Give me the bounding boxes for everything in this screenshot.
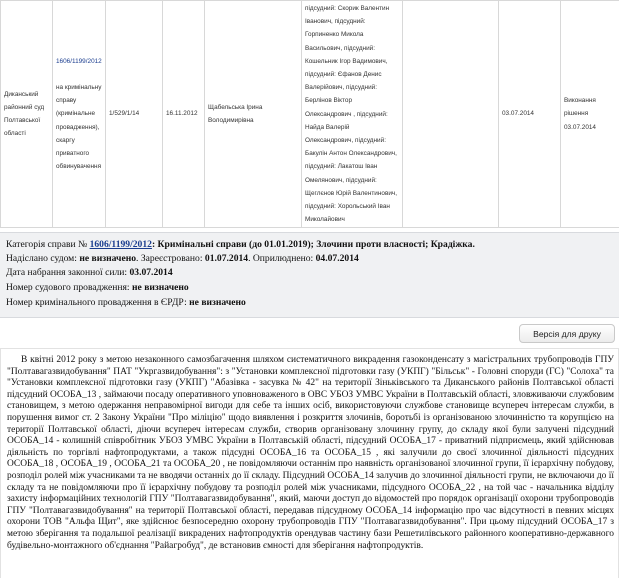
proceeding-type: на кримінальну справу (кримінальне провадження), скаргу приватного обвинувачення — [56, 83, 102, 171]
registration-number-cell: 1/529/1/14 — [106, 1, 163, 228]
status-cell: Виконання рішення 03.07.2014 — [561, 1, 619, 228]
proceeding-value: не визначено — [132, 282, 189, 293]
effective-value: 03.07.2014 — [129, 267, 173, 278]
parties-cell: підсудний: Скорик Валентин Іванович, підсудний: Горпиненко Микола Васильович, підсудний: Кошельник Ігор Вадимович, підсудний: Єфанов Денис Валерійович, підсудний: Берлінов Віктор Олександрович , підсудний: Найда Валерій Олександрович, підсудний: Бакулін Антон Олександрович, підсудний: Лакатош Іван Омелянович, підсудний: Щеглєнов Юрій Валентинович, підсудний: Хорольський Іван Миколайович — [302, 1, 403, 228]
category-line: Категорія справи № 1606/1199/2012: Кримінальні справи (до 01.01.2019); Злочини проти власності; Крадіжка. — [6, 239, 475, 250]
sent-value: не визначено — [79, 253, 137, 264]
date-cell: 16.11.2012 — [163, 1, 205, 228]
case-number-link[interactable]: 1606/1199/2012 — [56, 57, 102, 65]
effective-date-line: Дата набрання законної сили: 03.07.2014 — [6, 267, 173, 278]
print-version-button[interactable]: Версія для друку — [519, 324, 615, 343]
registered-value: 01.07.2014 — [204, 253, 249, 264]
erdr-value: не визначено — [189, 297, 246, 308]
case-summary — [0, 232, 619, 318]
table-row — [1, 1, 619, 228]
judge-cell: Щабельська Ірина Володимирівна — [205, 1, 302, 228]
dates-line: Надіслано судом: не визначено. Зареєстровано: 01.07.2014. Оприлюднено: 04.07.2014 — [6, 253, 359, 264]
document-text: В квітні 2012 року з метою незаконного самозбагачення шляхом систематичного викрадення газоконденсату з магістральних трубопроводів ГПУ "Полтавагазвидобування" ПАТ "Укргазвидобування": з "Установки комплексної підготовки газу (УКПГ) "Більськ" - Головні споруди (ГС) "Солоха" та "Установки комплексної підготовки газу (УКПГ) "Абазівка - засувка № 42" на території Зіньківського та Диканського районів Полтавської області підсудний ОСОБА_13 , займаючи посаду оперативного уповноваженого в ОВС УБОЗ УМВС України в Полтавській області, зловживаючи службовим становищем, з метою одержання неправомірної вигоди для себе та інших осіб, використовуючи службове становище всупереч інтересам служби, в порушення вимог ст. 2 Закону України "Про міліцію" щодо виявлення і розкриття злочинів, боротьбі із організованою злочинністю та корупцією на території Полтавської області, діючи всупереч інтересам служби, створив організовану злочинну групу, до складу якої були залучені підсудний ОСОБА_14 - колишній співробітник УБОЗ УМВС України в Полтавській області, підсудний ОСОБА_17 - приватний підприємець, який здійснював діяльність по торгівлі нафтопродуктами, а також підсудні ОСОБА_16 та ОСОБА_15 , які залучили до своєї злочинної діяльності підсудних ОСОБА_18 , ОСОБА_19 , ОСОБА_21 та ОСОБА_20 , не повідомляючи останнім про наявність організованої злочинної групи, її ієрархічну побудову, розподіл ролей між учасниками та не вводячи останніх до її складу. Підсудний ОСОБА_14 залучив до злочинної діяльності групи, не включаючи до її складу та не повідомляючи про її ієрархічну побудову та розподіл ролей між учасниками, підсудного ОСОБА_22 , на той час - начальника відділу захисту інформаційних технологій ГПУ "Полтавагазвидобування", який, маючи доступ до відомостей про порядок організації охорони трубопроводів ГПУ "Полтавагазвидобування" на території Полтавської області, передавав підсудному ОСОБА_14 інформацію про час відсутності в певних місцях охорони ТОВ "Альфа Щит", яке здійснює безпосередню охорону трубопроводів ГПУ "Полтавагазвидобування". При цьому підсудний ОСОБА_17 з метою зберігання та подальшої реалізації викрадених нафтопродуктів орендував частину бази Решетилівського районного кооперативно-державного будівельно-монтажного об'єднання "Райагробуд", де встановив ємності для зберігання нафтопродуктів. — [7, 355, 614, 551]
court-cell: Диканський районний суд Полтавської області — [1, 1, 53, 228]
status-date-cell: 03.07.2014 — [499, 1, 561, 228]
published-value: 04.07.2014 — [315, 253, 359, 264]
document-body — [0, 348, 619, 578]
case-number-cell — [53, 1, 106, 228]
category-value: : Кримінальні справи (до 01.01.2019); Злочини проти власності; Крадіжка. — [151, 239, 475, 250]
case-table — [0, 0, 619, 228]
category-case-link[interactable]: 1606/1199/2012 — [89, 239, 152, 250]
proceeding-number-line: Номер судового провадження: не визначено — [6, 282, 189, 293]
erdr-number-line: Номер кримінального провадження в ЄРДР: не визначено — [6, 297, 246, 308]
empty-cell — [403, 1, 499, 228]
